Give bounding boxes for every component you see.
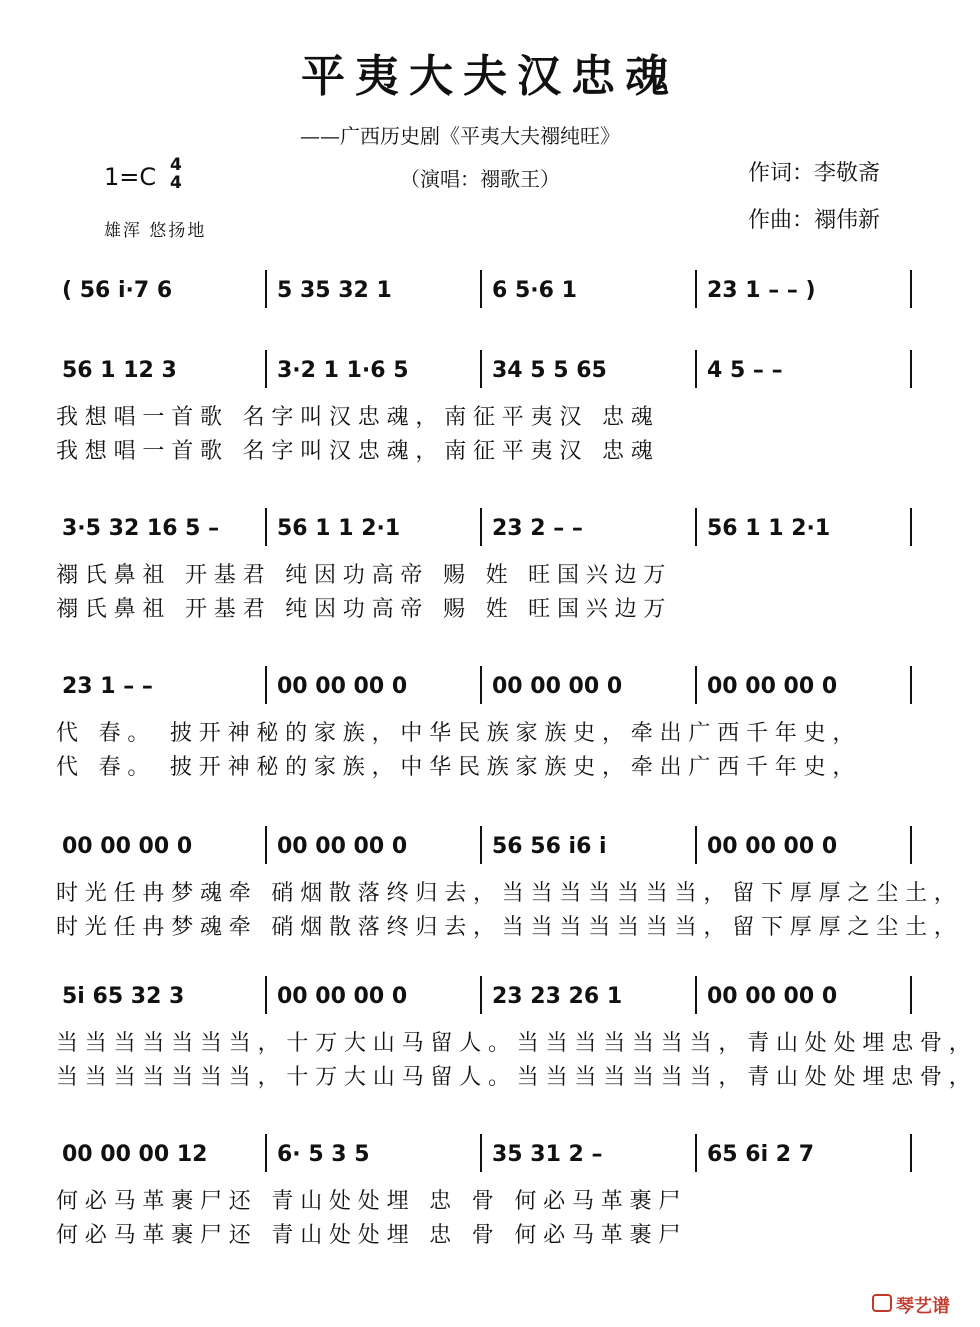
barline xyxy=(910,976,912,1014)
measure-notes: 56 1 1 2·1 xyxy=(707,516,831,541)
barline xyxy=(480,350,482,388)
measure-notes: 00 00 00 0 xyxy=(62,834,193,859)
time-bottom: 4 xyxy=(170,173,182,193)
barline xyxy=(910,826,912,864)
measure-notes: 6· 5 3 5 xyxy=(277,1142,370,1167)
key-signature: 1=C xyxy=(104,163,157,191)
subtitle: ——广西历史剧《平夷大夫禤纯旺》 xyxy=(300,124,620,148)
lyric-line: 我想唱一首歌 名字叫汉忠魂，南征平夷汉 忠魂 xyxy=(56,405,660,430)
score-system xyxy=(56,350,926,464)
score-system xyxy=(56,270,926,314)
composer-credit: 作曲：禤伟新 xyxy=(748,208,881,233)
score-system xyxy=(56,508,926,622)
barline xyxy=(265,976,267,1014)
measure-notes: 3·2 1 1·6 5 xyxy=(277,358,409,383)
barline xyxy=(480,1134,482,1172)
measure-notes: 00 00 00 0 xyxy=(492,674,623,699)
barline xyxy=(695,666,697,704)
barline xyxy=(480,826,482,864)
barline xyxy=(265,826,267,864)
barline xyxy=(265,1134,267,1172)
logo-icon xyxy=(872,1294,892,1312)
barline xyxy=(265,350,267,388)
barline xyxy=(910,666,912,704)
measure-notes: 00 00 00 0 xyxy=(707,674,838,699)
barline xyxy=(480,666,482,704)
notes-row xyxy=(56,270,926,314)
lyric-line: 禤氏鼻祖 开基君 纯因功高帝 赐 姓 旺国兴边万 xyxy=(56,597,673,622)
measure-notes: 23 1 – – xyxy=(62,674,153,699)
lyric-line: 我想唱一首歌 名字叫汉忠魂，南征平夷汉 忠魂 xyxy=(56,439,660,464)
notes-row xyxy=(56,666,926,710)
measure-notes: 00 00 00 12 xyxy=(62,1142,208,1167)
measure-notes: 56 1 12 3 xyxy=(62,358,177,383)
lyric-line: 何必马革裹尸还 青山处处埋 忠 骨 何必马革裹尸 xyxy=(56,1189,688,1214)
barline xyxy=(695,350,697,388)
notes-row xyxy=(56,350,926,394)
watermark-text: 琴艺谱 xyxy=(896,1296,950,1317)
measure-notes: 3·5 32 16 5 – xyxy=(62,516,220,541)
measure-notes: 4 5 – – xyxy=(707,358,783,383)
barline xyxy=(480,508,482,546)
barline xyxy=(910,508,912,546)
measure-notes: ( 56 i·7 6 xyxy=(62,278,173,303)
measure-notes: 6 5·6 1 xyxy=(492,278,577,303)
notes-row xyxy=(56,508,926,552)
lyric-line: 当当当当当当当，十万大山马留人。当当当当当当当，青山处处埋忠骨， xyxy=(56,1031,978,1056)
notes-row xyxy=(56,826,926,870)
measure-notes: 00 00 00 0 xyxy=(277,834,408,859)
measure-notes: 00 00 00 0 xyxy=(707,984,838,1009)
barline xyxy=(480,270,482,308)
barline xyxy=(695,826,697,864)
score-system xyxy=(56,826,963,940)
lyric-line: 代 春。 披开神秘的家族，中华民族家族史，牵出广西千年史， xyxy=(56,721,862,746)
barline xyxy=(480,976,482,1014)
watermark-logo xyxy=(868,1290,968,1316)
measure-notes: 56 56 i6 i xyxy=(492,834,607,859)
lyricist-credit: 作词：李敬斋 xyxy=(748,161,881,186)
barline xyxy=(265,666,267,704)
song-title: 平夷大夫汉忠魂 xyxy=(301,51,679,102)
barline xyxy=(910,1134,912,1172)
lyric-line: 时光任冉梦魂牵 硝烟散落终归去，当当当当当当当，留下厚厚之尘土， xyxy=(56,881,963,906)
notes-row xyxy=(56,1134,926,1178)
measure-notes: 34 5 5 65 xyxy=(492,358,607,383)
barline xyxy=(265,270,267,308)
time-signature xyxy=(170,156,182,192)
lyric-line: 时光任冉梦魂牵 硝烟散落终归去，当当当当当当当，留下厚厚之尘土， xyxy=(56,915,963,940)
tempo-marking: 雄浑 悠扬地 xyxy=(104,221,207,241)
barline xyxy=(695,976,697,1014)
measure-notes: 00 00 00 0 xyxy=(277,674,408,699)
barline xyxy=(910,270,912,308)
score-system xyxy=(56,1134,926,1248)
barline xyxy=(695,1134,697,1172)
notes-row xyxy=(56,976,926,1020)
measure-notes: 65 6i 2 7 xyxy=(707,1142,815,1167)
measure-notes: 35 31 2 – xyxy=(492,1142,603,1167)
measure-notes: 23 2 – – xyxy=(492,516,583,541)
measure-notes: 00 00 00 0 xyxy=(707,834,838,859)
barline xyxy=(695,270,697,308)
time-top: 4 xyxy=(170,155,182,175)
measure-notes: 5i 65 32 3 xyxy=(62,984,185,1009)
measure-notes: 56 1 1 2·1 xyxy=(277,516,401,541)
measure-notes: 5 35 32 1 xyxy=(277,278,392,303)
measure-notes: 23 23 26 1 xyxy=(492,984,623,1009)
barline xyxy=(695,508,697,546)
measure-notes: 00 00 00 0 xyxy=(277,984,408,1009)
barline xyxy=(910,350,912,388)
barline xyxy=(265,508,267,546)
singer-credit: （演唱：禤歌王） xyxy=(400,167,560,191)
measure-notes: 23 1 – – ) xyxy=(707,278,816,303)
score-system xyxy=(56,666,926,780)
lyric-line: 何必马革裹尸还 青山处处埋 忠 骨 何必马革裹尸 xyxy=(56,1223,688,1248)
lyric-line: 当当当当当当当，十万大山马留人。当当当当当当当，青山处处埋忠骨， xyxy=(56,1065,978,1090)
score-system xyxy=(56,976,978,1090)
lyric-line: 代 春。 披开神秘的家族，中华民族家族史，牵出广西千年史， xyxy=(56,755,862,780)
lyric-line: 禤氏鼻祖 开基君 纯因功高帝 赐 姓 旺国兴边万 xyxy=(56,563,673,588)
